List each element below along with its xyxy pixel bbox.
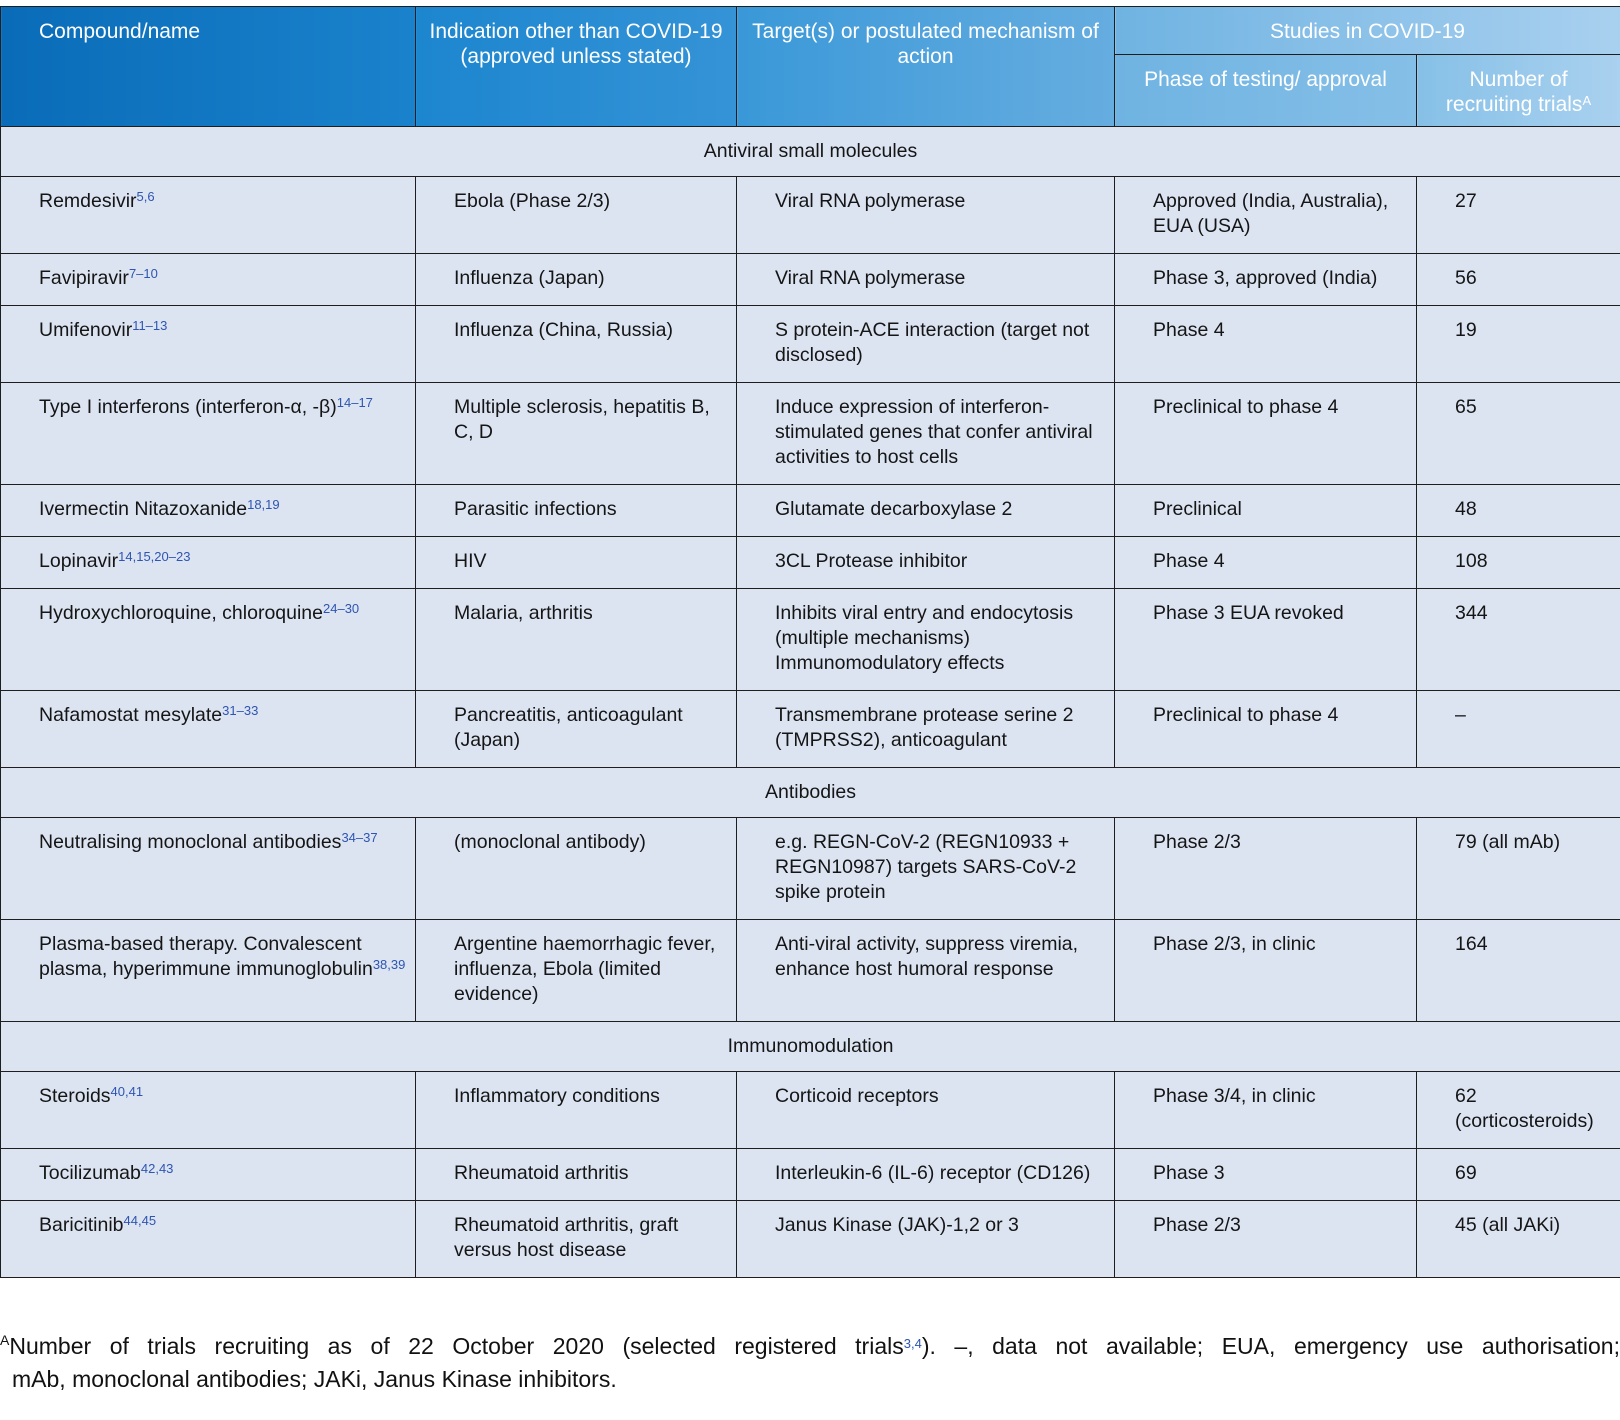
section-title: Antibodies: [1, 768, 1620, 818]
trials-cell: 69: [1417, 1149, 1620, 1201]
compound-cell: [1, 537, 416, 589]
compound-cell: [1, 383, 416, 485]
compound-cell: [1, 589, 416, 691]
target-cell: Janus Kinase (JAK)-1,2 or 3: [737, 1201, 1115, 1278]
section-row: [1, 1022, 1620, 1072]
reference-superscript: 44,45: [123, 1213, 157, 1228]
trials-cell: 79 (all mAb): [1417, 818, 1620, 920]
trials-cell: 56: [1417, 254, 1620, 306]
target-cell: Anti-viral activity, suppress viremia, enhance host humoral response: [737, 920, 1115, 1022]
trials-cell: 65: [1417, 383, 1620, 485]
compound-name: Lopinavir: [39, 550, 119, 572]
target-cell: Interleukin-6 (IL-6) receptor (CD126): [737, 1149, 1115, 1201]
header-target: Target(s) or postulated mechanism of action: [737, 7, 1115, 127]
compound-name: Type I interferons (interferon-α, -β): [39, 396, 337, 418]
table-row: [1, 1149, 1620, 1201]
indication-cell: Rheumatoid arthritis, graft versus host disease: [416, 1201, 737, 1278]
indication-cell: Malaria, arthritis: [416, 589, 737, 691]
target-cell: e.g. REGN-CoV-2 (REGN10933 + REGN10987) targets SARS-CoV-2 spike protein: [737, 818, 1115, 920]
indication-cell: Inflammatory conditions: [416, 1072, 737, 1149]
target-cell: Corticoid receptors: [737, 1072, 1115, 1149]
indication-cell: Pancreatitis, anticoagulant (Japan): [416, 691, 737, 768]
table-row: [1, 254, 1620, 306]
table-row: [1, 485, 1620, 537]
compound-cell: [1, 254, 416, 306]
trials-cell: 108: [1417, 537, 1620, 589]
target-cell: Induce expression of interferon-stimulated genes that confer antiviral activities to host cells: [737, 383, 1115, 485]
trials-cell: 48: [1417, 485, 1620, 537]
reference-superscript: 34–37: [341, 830, 378, 845]
table-row: [1, 1201, 1620, 1278]
footnote-line-1: [0, 1330, 1620, 1363]
drug-table-container: [0, 6, 1620, 1278]
indication-cell: Influenza (China, Russia): [416, 306, 737, 383]
compound-name: Nafamostat mesylate: [39, 704, 223, 726]
compound-name: Hydroxychloroquine, chloroquine: [39, 602, 323, 624]
footnote-line-2: mAb, monoclonal antibodies; JAKi, Janus Kinase inhibitors.: [12, 1366, 617, 1392]
phase-cell: Phase 3: [1115, 1149, 1417, 1201]
reference-superscript: 38,39: [372, 957, 406, 972]
phase-cell: Preclinical to phase 4: [1115, 691, 1417, 768]
compound-cell: [1, 818, 416, 920]
reference-superscript: 40,41: [110, 1084, 144, 1099]
indication-cell: Argentine haemorrhagic fever, influenza, Ebola (limited evidence): [416, 920, 737, 1022]
compound-cell: [1, 1072, 416, 1149]
table-row: [1, 818, 1620, 920]
indication-cell: Parasitic infections: [416, 485, 737, 537]
compound-name: Steroids: [39, 1085, 111, 1107]
indication-cell: (monoclonal antibody): [416, 818, 737, 920]
trials-cell: 19: [1417, 306, 1620, 383]
trials-cell: 27: [1417, 177, 1620, 254]
phase-cell: Phase 3 EUA revoked: [1115, 589, 1417, 691]
table-row: [1, 537, 1620, 589]
target-cell: S protein-ACE interaction (target not disclosed): [737, 306, 1115, 383]
phase-cell: Phase 3, approved (India): [1115, 254, 1417, 306]
compound-name: Ivermectin Nitazoxanide: [39, 498, 248, 520]
phase-cell: Phase 2/3, in clinic: [1115, 920, 1417, 1022]
reference-superscript: 24–30: [323, 601, 360, 616]
target-cell: Inhibits viral entry and endocytosis (multiple mechanisms) Immunomodulatory effects: [737, 589, 1115, 691]
section-title: Immunomodulation: [1, 1022, 1620, 1072]
reference-superscript: 42,43: [140, 1161, 174, 1176]
indication-cell: Rheumatoid arthritis: [416, 1149, 737, 1201]
compound-name: Neutralising monoclonal antibodies: [39, 831, 342, 853]
compound-cell: [1, 177, 416, 254]
section-row: [1, 127, 1620, 177]
compound-cell: [1, 485, 416, 537]
table-row: [1, 691, 1620, 768]
phase-cell: Phase 4: [1115, 306, 1417, 383]
table-body: [1, 127, 1620, 1278]
target-cell: 3CL Protease inhibitor: [737, 537, 1115, 589]
compound-name: Favipiravir: [39, 267, 129, 289]
footnote-marker: A: [0, 1332, 10, 1348]
compound-name: Tocilizumab: [39, 1162, 141, 1184]
header-trials: [1417, 55, 1620, 127]
phase-cell: Phase 2/3: [1115, 1201, 1417, 1278]
compound-cell: [1, 691, 416, 768]
trials-cell: 344: [1417, 589, 1620, 691]
table-row: [1, 383, 1620, 485]
footnote-text-2: ). –, data not available; EUA, emergency use authorisation;: [921, 1333, 1620, 1359]
section-title: Antiviral small molecules: [1, 127, 1620, 177]
trials-cell: 164: [1417, 920, 1620, 1022]
compound-name: Umifenovir: [39, 319, 133, 341]
header-trials-footnote-marker: A: [1582, 93, 1592, 108]
phase-cell: Phase 3/4, in clinic: [1115, 1072, 1417, 1149]
target-cell: Viral RNA polymerase: [737, 177, 1115, 254]
trials-cell: 62 (corticosteroids): [1417, 1072, 1620, 1149]
covid-drug-table: [0, 6, 1620, 1278]
target-cell: Viral RNA polymerase: [737, 254, 1115, 306]
section-row: [1, 768, 1620, 818]
header-studies: Studies in COVID-19: [1115, 7, 1620, 55]
phase-cell: Approved (India, Australia), EUA (USA): [1115, 177, 1417, 254]
indication-cell: Multiple sclerosis, hepatitis B, C, D: [416, 383, 737, 485]
phase-cell: Phase 2/3: [1115, 818, 1417, 920]
reference-superscript: 7–10: [128, 266, 158, 281]
compound-name: Remdesivir: [39, 190, 137, 212]
indication-cell: Influenza (Japan): [416, 254, 737, 306]
trials-cell: –: [1417, 691, 1620, 768]
table-row: [1, 920, 1620, 1022]
compound-name: Baricitinib: [39, 1214, 124, 1236]
indication-cell: Ebola (Phase 2/3): [416, 177, 737, 254]
table-row: [1, 177, 1620, 254]
reference-superscript: 5,6: [136, 189, 155, 204]
compound-cell: [1, 920, 416, 1022]
compound-cell: [1, 306, 416, 383]
phase-cell: Preclinical to phase 4: [1115, 383, 1417, 485]
table-row: [1, 1072, 1620, 1149]
phase-cell: Phase 4: [1115, 537, 1417, 589]
reference-superscript: 18,19: [247, 497, 280, 512]
reference-superscript: 31–33: [222, 703, 259, 718]
trials-cell: 45 (all JAKi): [1417, 1201, 1620, 1278]
footnote-text-1: Number of trials recruiting as of 22 October 2020 (selected registered trials: [9, 1333, 904, 1359]
phase-cell: Preclinical: [1115, 485, 1417, 537]
table-row: [1, 306, 1620, 383]
header-trials-label: Number of recruiting trials: [1445, 68, 1583, 116]
target-cell: Transmembrane protease serine 2 (TMPRSS2), anticoagulant: [737, 691, 1115, 768]
compound-name: Plasma-based therapy. Convalescent plasma, hyperimmune immunoglobulin: [39, 933, 373, 980]
header-compound: Compound/name: [1, 7, 416, 127]
target-cell: Glutamate decarboxylase 2: [737, 485, 1115, 537]
header-indication: Indication other than COVID-19 (approved unless stated): [416, 7, 737, 127]
reference-superscript: 14,15,20–23: [118, 549, 191, 564]
compound-cell: [1, 1201, 416, 1278]
footnote-ref: 3,4: [903, 1336, 922, 1351]
indication-cell: HIV: [416, 537, 737, 589]
reference-superscript: 11–13: [132, 318, 168, 333]
compound-cell: [1, 1149, 416, 1201]
table-footnote: [0, 1330, 1620, 1396]
header-phase: Phase of testing/ approval: [1115, 55, 1417, 127]
table-row: [1, 589, 1620, 691]
reference-superscript: 14–17: [336, 395, 373, 410]
